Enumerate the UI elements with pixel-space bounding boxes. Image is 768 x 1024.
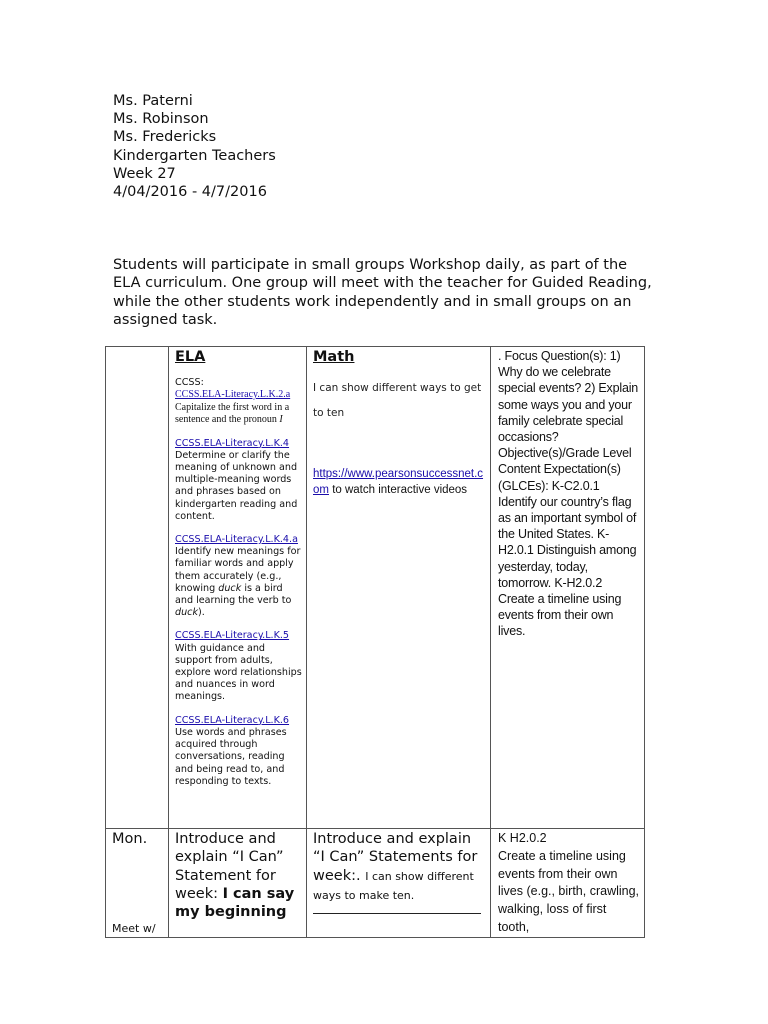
teacher-role: Kindergarten Teachers [113, 147, 276, 164]
social-studies-cell [491, 347, 645, 829]
monday-ss-text: Create a timeline using events from their own lives (e.g., birth, crawling, walking, loss of first tooth, [498, 848, 640, 934]
standard-link-lk4a[interactable]: CCSS.ELA-Literacy.L.K.4.a [175, 534, 298, 546]
pearson-link[interactable]: https://www.pearsonsuccessnet.com [313, 468, 484, 496]
standard-link-lk5[interactable]: CCSS.ELA-Literacy.L.K.5 [175, 630, 290, 642]
pearson-link-suffix: to watch interactive videos [332, 484, 468, 496]
table-row [106, 829, 645, 938]
standard-link-lk2a[interactable]: CCSS.ELA-Literacy.L.K.2.a [175, 389, 291, 401]
social-studies-focus: . Focus Question(s): 1) Why do we celebrate special events? 2) Explain some ways you and your family celebrate special occasions? Objective(s)/Grade Level Content Expectation(s) (GLCEs): K-C2.0.1 Identify our country’s flag as an important symbol of the United States. K-H2.0.1 Distinguish among yesterday, today, tomorrow. K-H2.0.2 Create a timeline using events from their own lives. [498, 349, 639, 639]
standard-link-lk6[interactable]: CCSS.ELA-Literacy.L.K.6 [175, 714, 290, 726]
word-duck-verb: duck [175, 607, 199, 619]
lesson-plan-table [105, 346, 645, 938]
day-header-cell [106, 347, 169, 829]
ccss-label: CCSS: [175, 377, 204, 388]
monday-math-i-can: I can show different ways to make ten. [313, 869, 474, 902]
monday-ela-cell [169, 829, 307, 938]
math-heading: Math [313, 349, 355, 365]
monday-ss-code: K H2.0.2 [498, 831, 547, 845]
divider-line [313, 911, 481, 914]
teacher-name-1: Ms. Paterni [113, 93, 193, 109]
standard-link-lk4[interactable]: CCSS.ELA-Literacy.L.K.4 [175, 437, 290, 449]
teacher-header [113, 92, 276, 201]
ela-heading: ELA [175, 349, 206, 365]
word-duck-noun: duck [218, 582, 242, 594]
meet-with-label: Meet w/ [112, 921, 156, 935]
standard-text-lk4: Determine or clarify the meaning of unknown and multiple-meaning words and phrases based on kindergarten reading and content. [175, 449, 298, 522]
standard-text-lk5: With guidance and support from adults, explore word relationships and nuances in word meanings. [175, 642, 302, 703]
week-number: Week 27 [113, 165, 176, 182]
teacher-name-3: Ms. Fredericks [113, 129, 217, 146]
monday-math-intro: Introduce and explain “I Can” Statements for week:. [313, 831, 478, 884]
day-label: Mon. [112, 831, 148, 847]
monday-ela-i-can: I can say my beginning [175, 885, 295, 921]
teacher-name-2: Ms. Robinson [113, 111, 209, 128]
ela-cell [169, 347, 307, 829]
table-row [106, 347, 645, 829]
standard-text-lk2a: Capitalize the first word in a sentence and the pronoun [175, 401, 290, 426]
intro-paragraph: Students will participate in small groups Workshop daily, as part of the ELA curriculum. One group will meet with the teacher for Guided Reading, while the other students work independently and in small groups on an assigned task. [113, 257, 652, 328]
math-i-can-statement: I can show different ways to get to ten [313, 382, 482, 419]
monday-social-studies-cell [491, 829, 645, 938]
monday-day-cell [106, 829, 169, 938]
math-cell [307, 347, 491, 829]
standard-text-lk4a: Identify new meanings for familiar words and apply them accurately (e.g., knowing duck is a bird and learning the verb to duck). [175, 546, 301, 619]
pronoun-i: I [279, 414, 283, 426]
date-range: 4/04/2016 - 4/7/2016 [113, 184, 267, 201]
monday-math-cell [307, 829, 491, 938]
standard-text-lk6: Use words and phrases acquired through conversations, reading and being read to, and responding to texts. [175, 726, 287, 787]
monday-ela-intro: Introduce and explain “I Can” Statement for week: [175, 831, 284, 902]
